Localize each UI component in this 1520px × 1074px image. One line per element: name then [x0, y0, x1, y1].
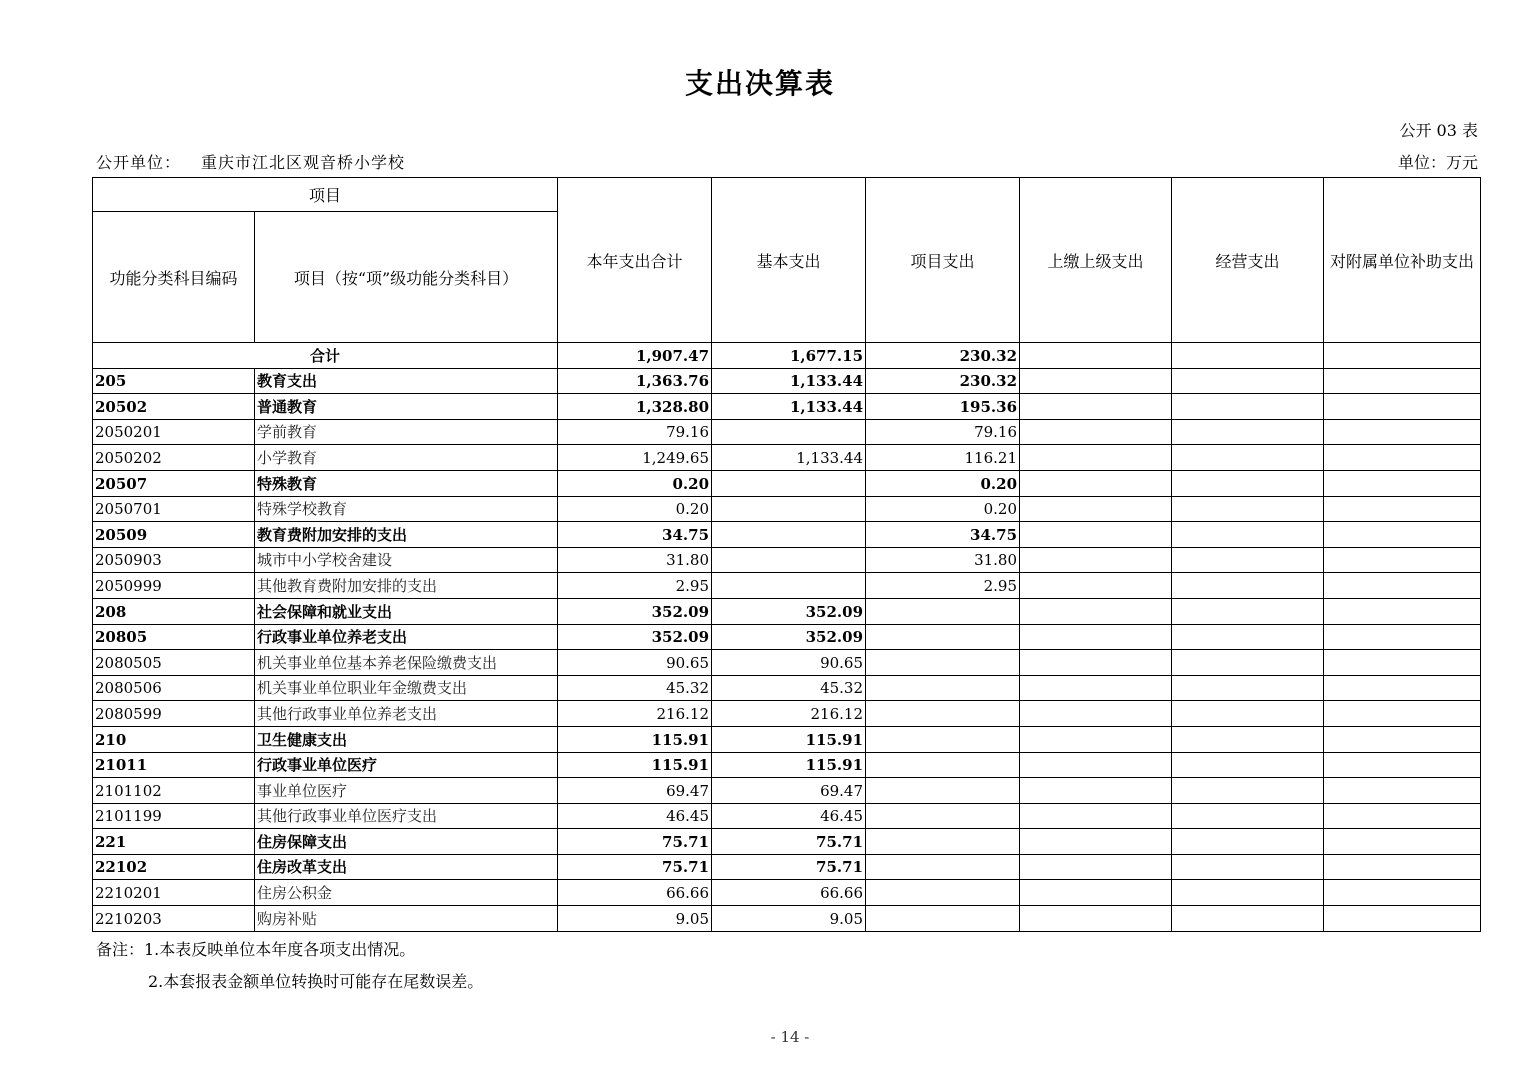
row-code: 2050701	[93, 496, 255, 522]
header-item-group: 项目	[93, 178, 558, 212]
row-upper	[1020, 778, 1172, 804]
reporting-unit-label: 公开单位：	[96, 153, 182, 172]
row-basic: 352.09	[712, 624, 866, 650]
row-project	[866, 829, 1020, 855]
row-business	[1172, 445, 1324, 471]
row-total: 1,363.76	[558, 368, 712, 394]
row-upper	[1020, 368, 1172, 394]
row-basic: 75.71	[712, 854, 866, 880]
row-name: 住房公积金	[255, 880, 558, 906]
row-subsidy	[1324, 752, 1481, 778]
row-business	[1172, 573, 1324, 599]
table-row	[93, 496, 1481, 522]
row-total: 75.71	[558, 829, 712, 855]
row-upper	[1020, 752, 1172, 778]
row-name: 社会保障和就业支出	[255, 598, 558, 624]
row-total: 69.47	[558, 778, 712, 804]
row-upper	[1020, 470, 1172, 496]
notes	[96, 934, 483, 998]
row-business	[1172, 752, 1324, 778]
row-upper	[1020, 854, 1172, 880]
row-subsidy	[1324, 675, 1481, 701]
row-code: 20509	[93, 522, 255, 548]
row-subsidy	[1324, 598, 1481, 624]
row-subsidy	[1324, 624, 1481, 650]
reporting-unit-name: 重庆市江北区观音桥小学校	[201, 153, 406, 172]
row-code: 21011	[93, 752, 255, 778]
form-number: 公开 03 表	[1399, 121, 1478, 140]
row-business	[1172, 496, 1324, 522]
row-basic: 1,133.44	[712, 394, 866, 420]
table-row	[93, 778, 1481, 804]
row-basic: 46.45	[712, 803, 866, 829]
header-total: 本年支出合计	[558, 178, 712, 343]
row-total: 0.20	[558, 470, 712, 496]
row-business	[1172, 778, 1324, 804]
row-basic	[712, 496, 866, 522]
table-row	[93, 675, 1481, 701]
row-code: 20502	[93, 394, 255, 420]
row-upper	[1020, 650, 1172, 676]
table-row	[93, 829, 1481, 855]
row-total: 2.95	[558, 573, 712, 599]
row-subsidy	[1324, 701, 1481, 727]
row-total: 352.09	[558, 598, 712, 624]
header-project: 项目支出	[866, 178, 1020, 343]
row-business	[1172, 650, 1324, 676]
row-name: 其他行政事业单位医疗支出	[255, 803, 558, 829]
table-row	[93, 470, 1481, 496]
table-row	[93, 445, 1481, 471]
note-1: 备注：1.本表反映单位本年度各项支出情况。	[96, 940, 416, 959]
row-upper	[1020, 906, 1172, 932]
row-total: 115.91	[558, 726, 712, 752]
row-name: 机关事业单位基本养老保险缴费支出	[255, 650, 558, 676]
row-name: 普通教育	[255, 394, 558, 420]
row-code: 20805	[93, 624, 255, 650]
header-code: 功能分类科目编码	[93, 212, 255, 343]
page-title: 支出决算表	[684, 67, 835, 100]
row-total: 34.75	[558, 522, 712, 548]
row-total: 115.91	[558, 752, 712, 778]
row-upper	[1020, 522, 1172, 548]
table-row	[93, 726, 1481, 752]
row-project	[866, 752, 1020, 778]
table-row	[93, 752, 1481, 778]
row-project	[866, 880, 1020, 906]
row-business	[1172, 394, 1324, 420]
currency-unit: 单位：万元	[1397, 153, 1478, 172]
header-subsidy: 对附属单位补助支出	[1324, 178, 1481, 343]
row-name: 行政事业单位医疗	[255, 752, 558, 778]
row-code: 2210203	[93, 906, 255, 932]
row-name: 小学教育	[255, 445, 558, 471]
row-business	[1172, 675, 1324, 701]
total-subsidy	[1324, 343, 1481, 369]
row-project	[866, 854, 1020, 880]
table-row	[93, 880, 1481, 906]
row-business	[1172, 470, 1324, 496]
row-project	[866, 598, 1020, 624]
row-business	[1172, 368, 1324, 394]
table-row	[93, 522, 1481, 548]
row-project: 230.32	[866, 368, 1020, 394]
row-subsidy	[1324, 906, 1481, 932]
row-subsidy	[1324, 445, 1481, 471]
row-name: 特殊教育	[255, 470, 558, 496]
row-basic	[712, 419, 866, 445]
row-code: 2080505	[93, 650, 255, 676]
row-code: 22102	[93, 854, 255, 880]
row-total: 1,249.65	[558, 445, 712, 471]
row-project: 195.36	[866, 394, 1020, 420]
row-upper	[1020, 726, 1172, 752]
row-total: 75.71	[558, 854, 712, 880]
row-subsidy	[1324, 368, 1481, 394]
row-basic: 115.91	[712, 726, 866, 752]
row-name: 住房改革支出	[255, 854, 558, 880]
row-name: 购房补贴	[255, 906, 558, 932]
row-business	[1172, 803, 1324, 829]
row-subsidy	[1324, 496, 1481, 522]
row-upper	[1020, 598, 1172, 624]
row-upper	[1020, 675, 1172, 701]
row-upper	[1020, 701, 1172, 727]
row-name: 教育费附加安排的支出	[255, 522, 558, 548]
header-upper: 上缴上级支出	[1020, 178, 1172, 343]
page-number: - 14 -	[770, 1028, 810, 1046]
reporting-unit	[96, 150, 405, 173]
row-code: 2080506	[93, 675, 255, 701]
row-basic: 115.91	[712, 752, 866, 778]
row-name: 机关事业单位职业年金缴费支出	[255, 675, 558, 701]
table-row	[93, 650, 1481, 676]
row-name: 特殊学校教育	[255, 496, 558, 522]
row-subsidy	[1324, 394, 1481, 420]
row-code: 2101199	[93, 803, 255, 829]
row-business	[1172, 726, 1324, 752]
total-business	[1172, 343, 1324, 369]
row-upper	[1020, 419, 1172, 445]
row-total: 1,328.80	[558, 394, 712, 420]
row-basic: 1,133.44	[712, 445, 866, 471]
total-upper	[1020, 343, 1172, 369]
row-name: 住房保障支出	[255, 829, 558, 855]
row-total: 46.45	[558, 803, 712, 829]
table-row	[93, 419, 1481, 445]
row-project	[866, 675, 1020, 701]
row-business	[1172, 829, 1324, 855]
row-business	[1172, 547, 1324, 573]
row-total: 79.16	[558, 419, 712, 445]
total-basic: 1,677.15	[712, 343, 866, 369]
row-project: 34.75	[866, 522, 1020, 548]
row-subsidy	[1324, 829, 1481, 855]
row-upper	[1020, 803, 1172, 829]
row-business	[1172, 701, 1324, 727]
row-name: 城市中小学校舍建设	[255, 547, 558, 573]
row-project	[866, 726, 1020, 752]
table-row	[93, 598, 1481, 624]
table-row	[93, 701, 1481, 727]
row-basic: 1,133.44	[712, 368, 866, 394]
table-row	[93, 906, 1481, 932]
row-project	[866, 650, 1020, 676]
row-basic	[712, 470, 866, 496]
row-code: 2050201	[93, 419, 255, 445]
row-basic	[712, 522, 866, 548]
row-total: 45.32	[558, 675, 712, 701]
row-upper	[1020, 445, 1172, 471]
header-basic: 基本支出	[712, 178, 866, 343]
row-name: 学前教育	[255, 419, 558, 445]
row-total: 352.09	[558, 624, 712, 650]
row-business	[1172, 419, 1324, 445]
row-subsidy	[1324, 726, 1481, 752]
row-code: 2101102	[93, 778, 255, 804]
row-subsidy	[1324, 470, 1481, 496]
row-business	[1172, 880, 1324, 906]
row-project	[866, 778, 1020, 804]
row-project: 79.16	[866, 419, 1020, 445]
row-total: 0.20	[558, 496, 712, 522]
row-project	[866, 906, 1020, 932]
row-subsidy	[1324, 854, 1481, 880]
row-basic: 90.65	[712, 650, 866, 676]
total-row	[93, 343, 1481, 369]
row-total: 66.66	[558, 880, 712, 906]
row-project	[866, 701, 1020, 727]
table-header	[93, 178, 1481, 343]
total-total: 1,907.47	[558, 343, 712, 369]
row-subsidy	[1324, 803, 1481, 829]
header-item: 项目（按“项”级功能分类科目）	[255, 212, 558, 343]
row-business	[1172, 522, 1324, 548]
row-business	[1172, 906, 1324, 932]
row-name: 事业单位医疗	[255, 778, 558, 804]
row-name: 其他行政事业单位养老支出	[255, 701, 558, 727]
expenditure-table	[92, 177, 1481, 932]
table-row	[93, 394, 1481, 420]
row-name: 其他教育费附加安排的支出	[255, 573, 558, 599]
table-row	[93, 573, 1481, 599]
row-upper	[1020, 394, 1172, 420]
row-subsidy	[1324, 573, 1481, 599]
row-basic: 9.05	[712, 906, 866, 932]
row-basic	[712, 573, 866, 599]
row-project: 116.21	[866, 445, 1020, 471]
note-2: 2.本套报表金额单位转换时可能存在尾数误差。	[148, 972, 484, 991]
row-basic: 66.66	[712, 880, 866, 906]
total-label: 合计	[93, 343, 558, 369]
row-basic: 69.47	[712, 778, 866, 804]
table-row	[93, 803, 1481, 829]
row-total: 9.05	[558, 906, 712, 932]
row-upper	[1020, 547, 1172, 573]
row-total: 216.12	[558, 701, 712, 727]
row-business	[1172, 598, 1324, 624]
row-subsidy	[1324, 419, 1481, 445]
row-subsidy	[1324, 547, 1481, 573]
table-body	[93, 343, 1481, 932]
table-row	[93, 547, 1481, 573]
row-code: 2050903	[93, 547, 255, 573]
row-upper	[1020, 880, 1172, 906]
row-project: 2.95	[866, 573, 1020, 599]
row-project: 0.20	[866, 470, 1020, 496]
row-basic: 45.32	[712, 675, 866, 701]
row-basic	[712, 547, 866, 573]
row-subsidy	[1324, 650, 1481, 676]
row-name: 教育支出	[255, 368, 558, 394]
row-basic: 75.71	[712, 829, 866, 855]
row-upper	[1020, 496, 1172, 522]
table-row	[93, 368, 1481, 394]
row-upper	[1020, 829, 1172, 855]
row-project: 31.80	[866, 547, 1020, 573]
row-subsidy	[1324, 880, 1481, 906]
row-name: 行政事业单位养老支出	[255, 624, 558, 650]
row-project: 0.20	[866, 496, 1020, 522]
row-code: 2080599	[93, 701, 255, 727]
row-name: 卫生健康支出	[255, 726, 558, 752]
row-code: 2050202	[93, 445, 255, 471]
row-total: 31.80	[558, 547, 712, 573]
row-basic: 216.12	[712, 701, 866, 727]
table-row	[93, 854, 1481, 880]
row-code: 205	[93, 368, 255, 394]
row-code: 208	[93, 598, 255, 624]
row-code: 20507	[93, 470, 255, 496]
row-business	[1172, 854, 1324, 880]
row-project	[866, 803, 1020, 829]
header-business: 经营支出	[1172, 178, 1324, 343]
row-project	[866, 624, 1020, 650]
table-row	[93, 624, 1481, 650]
row-total: 90.65	[558, 650, 712, 676]
row-subsidy	[1324, 522, 1481, 548]
row-upper	[1020, 624, 1172, 650]
row-code: 210	[93, 726, 255, 752]
row-business	[1172, 624, 1324, 650]
row-basic: 352.09	[712, 598, 866, 624]
row-upper	[1020, 573, 1172, 599]
row-subsidy	[1324, 778, 1481, 804]
row-code: 221	[93, 829, 255, 855]
total-project: 230.32	[866, 343, 1020, 369]
row-code: 2050999	[93, 573, 255, 599]
row-code: 2210201	[93, 880, 255, 906]
